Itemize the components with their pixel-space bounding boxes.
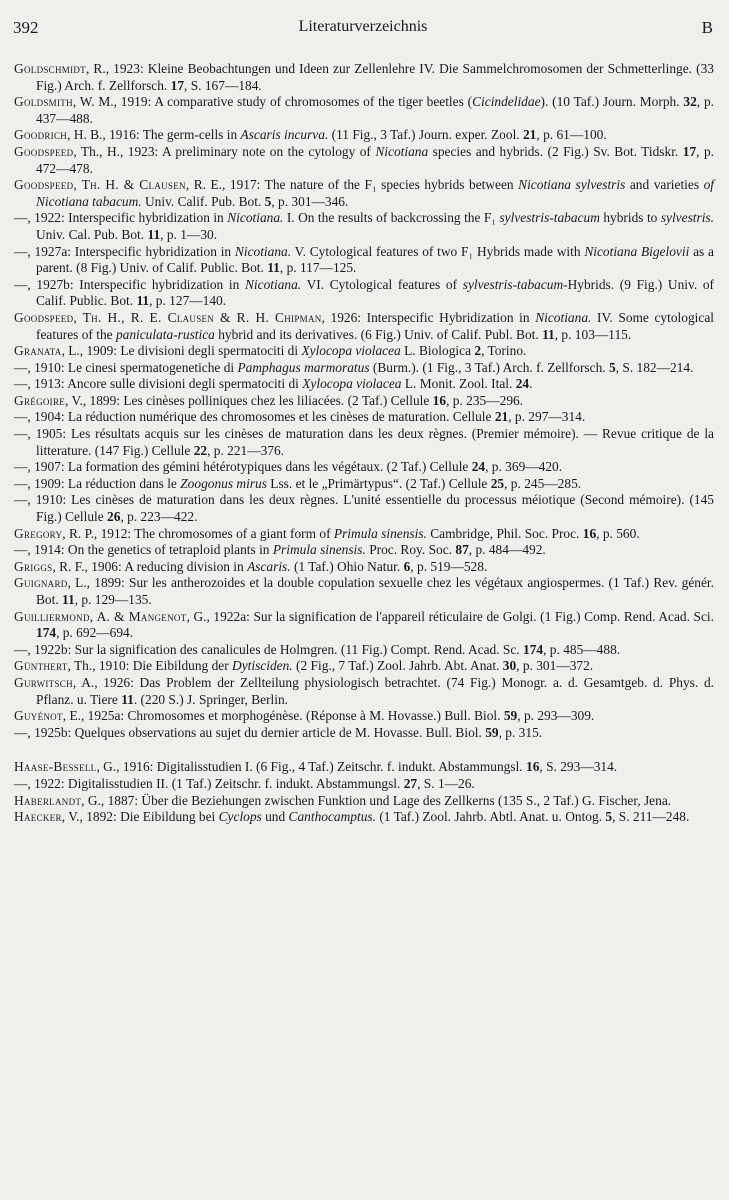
reference-text: —, 1904: La réduction numérique des chromosomes et les cinèses de maturation. Cellule [14, 409, 495, 425]
italic-text: sylvestris. [660, 210, 714, 226]
reference-text: V. Cytological features of two F₁ Hybrids made with [291, 243, 585, 259]
reference-text: —, 1914: On the genetics of tetraploid plants in [14, 542, 273, 558]
volume-number: 25 [490, 475, 505, 491]
reference-text: —, 1910: Les cinèses de maturation dans les deux règnes. L'unité essentielle du processus méiotique (Second mémoire). (145 Fig.) Cellule [14, 492, 714, 525]
reference-author: Goldschmidt [14, 61, 86, 76]
volume-number: 11 [121, 691, 134, 707]
reference-text: , p. 301—346. [271, 193, 349, 209]
reference-text: -Hybrids. (9 Fig.) Univ. of Calif. Public. Bot. [36, 276, 715, 309]
reference-text: , p. 519—528. [410, 558, 488, 574]
volume-number: 2 [474, 343, 482, 359]
reference-author: Günthert [14, 658, 68, 674]
volume-number: 11 [147, 226, 161, 242]
reference-text: , p. 692—694. [56, 625, 134, 641]
reference-author: Goodspeed [14, 143, 74, 159]
volume-number: 24 [471, 459, 486, 475]
italic-text: Dytisciden. [232, 658, 293, 674]
reference-author: Gregory [14, 525, 63, 541]
reference-text: , S. 182—214. [615, 359, 694, 375]
reference-entry [14, 409, 714, 426]
reference-text: Proc. Roy. Soc. [365, 542, 456, 558]
reference-text: , p. 315. [498, 724, 543, 740]
volume-number: 21 [494, 409, 509, 425]
reference-author: Gurwitsch [14, 674, 73, 690]
reference-author: Haberlandt [14, 792, 82, 808]
reference-text: , p. 301—372. [516, 658, 594, 674]
volume-number: 87 [455, 542, 469, 558]
reference-text: , S. 1—26. [417, 775, 475, 791]
reference-entry [14, 809, 714, 826]
section-letter: B [701, 18, 713, 37]
reference-text: , 1926: Interspecific Hybridization in [321, 309, 536, 325]
reference-text: hybrid and its derivatives. (6 Fig.) Univ. of Calif. Publ. Bot. [214, 326, 543, 342]
reference-text: L. Biologica [400, 343, 475, 359]
reference-entry [14, 426, 714, 459]
reference-entry [14, 210, 714, 243]
reference-text: . (220 S.) J. Springer, Berlin. [133, 691, 289, 707]
reference-author: Goldsmith [14, 94, 73, 110]
reference-text: (1 Taf.) Ohio Natur. [290, 558, 404, 574]
reference-text: , R. E., 1917: The nature of the F₁ species hybrids between [185, 177, 519, 193]
reference-text: —, 1909: La réduction dans le [14, 475, 181, 491]
volume-number: 5 [264, 193, 272, 209]
volume-number: 21 [522, 127, 537, 143]
reference-author: Granata [14, 343, 62, 359]
volume-number: 5 [608, 359, 616, 375]
reference-text: , p. 369—420. [485, 459, 563, 475]
volume-number: 32 [683, 94, 697, 110]
reference-text: —, 1927a: Interspecific hybridization in [14, 243, 235, 259]
italic-text: Nicotiana. [227, 210, 284, 226]
reference-text: Lss. et le „Primärtypus“. (2 Taf.) Cellule [266, 475, 491, 491]
reference-text: species and hybrids. (2 Fig.) Sv. Bot. Tidskr. [428, 143, 683, 159]
italic-text: Zoogonus mirus [180, 475, 267, 491]
reference-entry [14, 61, 714, 94]
volume-number: 16 [582, 525, 597, 541]
italic-text: Nicotiana. [234, 243, 292, 259]
reference-author: Haecker [14, 809, 62, 825]
reference-entry [14, 393, 714, 410]
reference-text: , V., 1892: Die Eibildung bei [61, 809, 219, 825]
reference-author: Goodspeed, Th. H., R. E. Clausen & R. H. Chipman [14, 309, 322, 325]
reference-text: , V., 1899: Les cinèses polliniques chez les liliacées. (2 Taf.) Cellule [65, 392, 433, 408]
italic-text: Xylocopa violacea [301, 343, 401, 359]
reference-text: —, 1927b: Interspecific hybridization in [14, 276, 245, 292]
reference-text: —, 1922b: Sur la signification des canalicules de Holmgren. (11 Fig.) Compt. Rend. Acad. Sc. [14, 641, 524, 657]
volume-number: 59 [503, 708, 518, 724]
reference-text: —, 1922: Digitalisstudien II. (1 Taf.) Zeitschr. f. indukt. Abstammungsl. [14, 775, 404, 791]
volume-number: 11 [62, 592, 75, 607]
reference-text: I. On the results of backcrossing the F₁ [283, 210, 500, 226]
italic-text: sylvestris-tabacum [462, 276, 564, 292]
volume-number: 5 [605, 809, 613, 825]
reference-entry [14, 776, 714, 793]
reference-entry [14, 94, 714, 127]
reference-entry [14, 675, 714, 708]
reference-text: , Th., H., 1923: A preliminary note on the cytology of [73, 143, 376, 159]
reference-text: , p. 223—422. [120, 509, 198, 525]
reference-text: Univ. Calif. Pub. Bot. [141, 193, 265, 209]
italic-text: Ascaris incurva. [240, 127, 329, 143]
italic-text: Nicotiana. [535, 309, 592, 325]
reference-text: (1 Taf.) Zool. Jahrb. Abtl. Anat. u. Ontog. [375, 809, 606, 825]
reference-entry [14, 759, 714, 776]
reference-text: , p. 235—296. [446, 392, 524, 408]
volume-number: 6 [403, 558, 411, 574]
reference-author: Haase-Bessell [14, 759, 97, 775]
reference-author: Guyénot [14, 708, 63, 724]
reference-text: IV. Some cytological features of the [36, 309, 714, 342]
reference-text: , p. 560. [596, 525, 640, 541]
reference-text: , p. 61—100. [536, 127, 607, 143]
reference-text: , W. M., 1919: A comparative study of chromosomes of the tiger beetles ( [72, 94, 473, 110]
page-header [13, 18, 713, 40]
reference-text: , p. 472—478. [36, 143, 714, 176]
page-number: 392 [13, 18, 39, 37]
reference-text: (2 Fig., 7 Taf.) Zool. Jahrb. Abt. Anat. [292, 658, 503, 674]
page-title: Literaturverzeichnis [298, 18, 428, 35]
volume-number: 11 [267, 260, 280, 276]
reference-text: L. Monit. Zool. Ital. [401, 376, 516, 392]
italic-text: Nicotiana [375, 143, 429, 159]
volume-number: 27 [403, 775, 418, 791]
reference-entry [14, 459, 714, 476]
reference-author: Guignard [14, 575, 68, 591]
italic-text: Nicotiana. [244, 276, 302, 292]
reference-author: Goodspeed, Th. H. & Clausen [14, 177, 186, 193]
italic-text: Primula sinensis. [272, 542, 366, 558]
reference-text: , R., 1923: Kleine Beobachtungen und Ideen zur Zellenlehre IV. Die Sammelchromosomen der Schmetterlinge. (33 Fig.) Arch. f. Zellforsch. [36, 61, 714, 93]
reference-text: and varieties [625, 177, 704, 193]
reference-entry [14, 244, 714, 277]
reference-text: , Torino. [481, 343, 527, 359]
italic-text: Xylocopa violacea [302, 376, 402, 392]
reference-entry [14, 476, 714, 493]
reference-entry [14, 376, 714, 393]
italic-text: paniculata-rustica [115, 326, 215, 342]
reference-entry [14, 708, 714, 725]
reference-text: , p. 293—309. [517, 708, 595, 724]
reference-text: —, 1907: La formation des gémini hétérotypiques dans les végétaux. (2 Taf.) Cellule [14, 459, 472, 475]
reference-entry [14, 542, 714, 559]
volume-number: 59 [485, 724, 499, 740]
italic-text: Pamphagus marmoratus [237, 359, 370, 375]
reference-entry [14, 310, 714, 343]
reference-entry [14, 575, 714, 608]
reference-text: , H. B., 1916: The germ-cells in [67, 127, 241, 143]
reference-text: , G., 1916: Digitalisstudien I. (6 Fig., 4 Taf.) Zeitschr. f. indukt. Abstammungsl. [96, 759, 526, 775]
reference-text: , p. 485—488. [543, 641, 621, 657]
reference-author: Grégoire [14, 392, 66, 408]
italic-text: Nicotiana sylvestris [518, 177, 626, 193]
reference-text: , L., 1909: Le divisioni degli spermatociti di [61, 343, 302, 359]
reference-entry [14, 360, 714, 377]
italic-text: Ascaris. [247, 558, 291, 574]
reference-text: , p. 221—376. [207, 442, 285, 458]
volume-number: 30 [502, 658, 517, 674]
reference-text: , A., 1926: Das Problem der Zellteilung physiologisch betrachtet. (74 Fig.) Monogr. a. d. Gesamtgeb. d. Phys. d. Pflanz. u. Tiere [36, 674, 714, 707]
volume-number: 174 [523, 641, 544, 657]
reference-text: , G., 1922a: Sur la signification de l'appareil réticulaire de Golgi. (1 Fig.) Comp. Rend. Acad. Sci. [186, 608, 714, 624]
reference-text: Cambridge, Phil. Soc. Proc. [426, 525, 583, 541]
reference-entry [14, 793, 714, 810]
reference-text: —, 1913: Ancore sulle divisioni degli spermatociti di [14, 376, 303, 392]
reference-text: , R. P., 1912: The chromosomes of a giant form of [62, 525, 334, 541]
reference-text: , S. 167—184. [184, 77, 262, 93]
volume-number: 11 [136, 293, 150, 309]
volume-number: 24 [515, 376, 530, 392]
volume-number: 17 [170, 77, 185, 93]
reference-text: , p. 484—492. [468, 542, 546, 558]
reference-entry [14, 526, 714, 543]
reference-entry [14, 609, 714, 642]
reference-text: , R. F., 1906: A reducing division in [52, 558, 248, 574]
volume-number: 22 [193, 442, 208, 458]
reference-text: —, 1922: Interspecific hybridization in [14, 210, 228, 226]
reference-entry [14, 492, 714, 525]
reference-text: , S. 293—314. [539, 759, 618, 775]
italic-text: sylvestris-tabacum [499, 210, 600, 226]
reference-text: —, 1910: Le cinesi spermatogenetiche di [14, 359, 238, 375]
reference-entry [14, 642, 714, 659]
reference-text: hybrids to [599, 210, 661, 226]
reference-entry [14, 277, 714, 310]
volume-number: 26 [107, 509, 121, 525]
reference-text: , p. 1—30. [160, 226, 218, 242]
reference-entry [14, 127, 714, 144]
reference-author: Guilliermond, A. & Mangenot [14, 608, 187, 624]
italic-text: Cyclops [218, 809, 262, 825]
reference-text: , E., 1925a: Chromosomes et morphogénèse. (Réponse à M. Hovasse.) Bull. Biol. [62, 708, 504, 724]
reference-text: , p. 245—285. [504, 475, 582, 491]
volume-number: 17 [682, 143, 697, 159]
reference-entry [14, 144, 714, 177]
volume-number: 174 [36, 625, 57, 641]
volume-number: 16 [432, 392, 447, 408]
reference-text: . [529, 376, 533, 392]
reference-text: ). (10 Taf.) Journ. Morph. [540, 94, 684, 110]
reference-author: Goodrich [14, 127, 68, 143]
reference-entry [14, 177, 714, 210]
reference-entry [14, 725, 714, 742]
reference-text: , p. 117—125. [279, 260, 357, 276]
reference-text: , p. 127—140. [149, 293, 227, 309]
reference-text: , p. 437—488. [36, 94, 715, 126]
reference-text: , p. 129—135. [74, 592, 152, 607]
italic-text: of Nicotiana tabacum. [36, 177, 714, 209]
volume-number: 11 [542, 326, 555, 342]
reference-text: —, 1905: Les résultats acquis sur les cinèses de maturation dans les deux règnes. (Premier mémoire). — Revue critique de la litterature. (147 Fig.) Cellule [14, 426, 714, 458]
reference-text: , p. 103—115. [554, 326, 632, 342]
reference-text: , Th., 1910: Die Eibildung der [67, 658, 233, 674]
reference-entry [14, 658, 714, 675]
reference-text: , p. 297—314. [508, 409, 586, 425]
reference-text: (11 Fig., 3 Taf.) Journ. exper. Zool. [328, 127, 523, 143]
italic-text: Primula sinensis. [333, 525, 427, 541]
reference-entry [14, 343, 714, 360]
reference-author: Griggs [14, 558, 53, 574]
reference-entry [14, 559, 714, 576]
reference-text: und [261, 809, 289, 825]
volume-number: 16 [526, 759, 540, 775]
italic-text: Nicotiana Bigelovii [584, 243, 690, 259]
reference-text: , L., 1899: Sur les antherozoides et la double copulation sexuelle chez les végétaux angiospermes. (1 Taf.) Rev. génér. Bot. [36, 575, 714, 607]
reference-text: Univ. Cal. Pub. Bot. [36, 226, 148, 242]
reference-text: as a parent. (8 Fig.) Univ. of Calif. Public. Bot. [36, 243, 714, 276]
italic-text: Cicindelidae [472, 94, 541, 110]
reference-text: VI. Cytological features of [301, 276, 463, 292]
reference-text: , S. 211—248. [612, 809, 690, 825]
italic-text: Canthocamptus. [288, 809, 376, 825]
reference-text: —, 1925b: Quelques observations au sujet du dernier article de M. Hovasse. Bull. Biol. [14, 724, 486, 740]
reference-text: , G., 1887: Über die Beziehungen zwischen Funktion und Lage des Zellkerns (135 S., 2 Taf.) G. Fischer, Jena. [81, 792, 672, 808]
reference-text: (Burm.). (1 Fig., 3 Taf.) Arch. f. Zellforsch. [369, 359, 609, 375]
bibliography-list [14, 61, 714, 826]
